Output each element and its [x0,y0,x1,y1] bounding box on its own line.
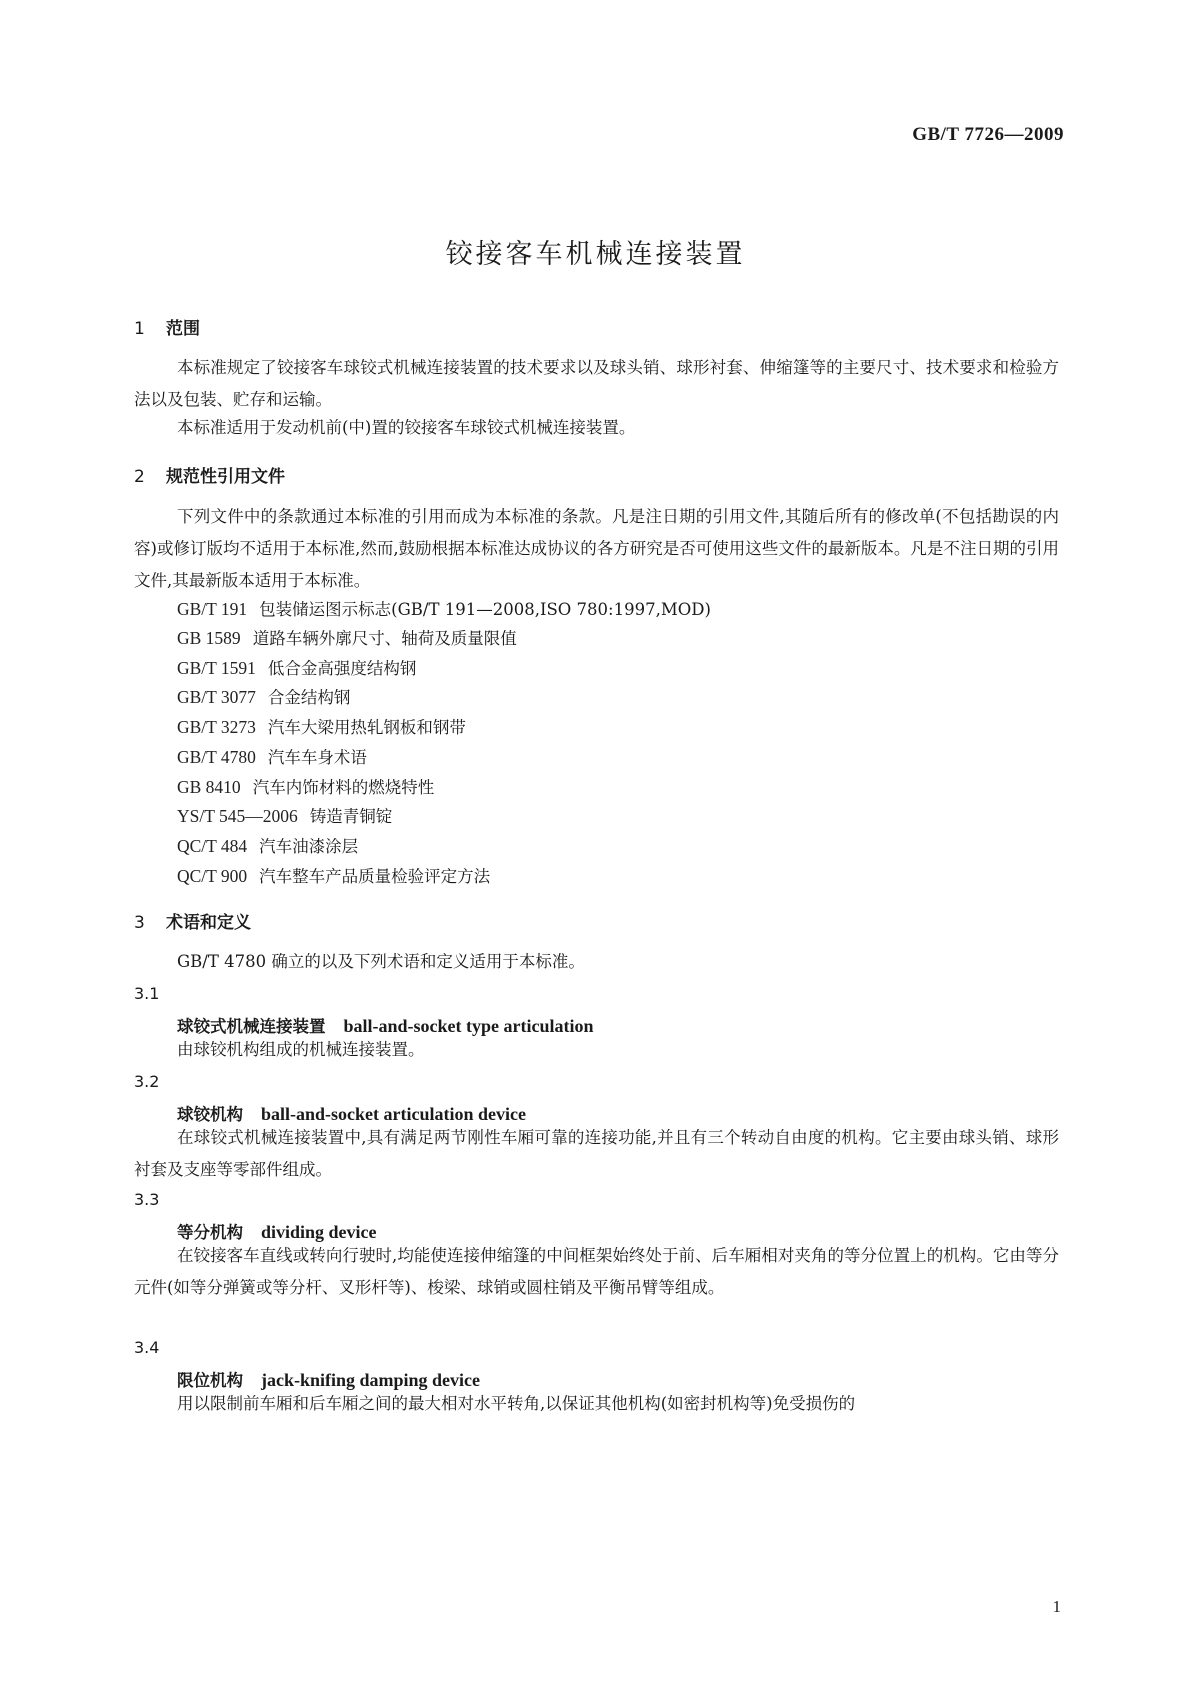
section-number: 1 [134,319,145,339]
reference-code: GB 1589 [177,628,241,648]
reference-title: 铸造青铜锭 [309,807,393,826]
term-definition: 在铰接客车直线或转向行驶时,均能使连接伸缩篷的中间框架始终处于前、后车厢相对夹角的等分位置上的机构。它由等分元件(如等分弹簧或等分杆、叉形杆等)、梭梁、球销或圆柱销及平衡吊臂等组成。 [134,1246,1059,1297]
term-english: jack-knifing damping device [261,1370,481,1390]
term-chinese: 球铰式机械连接装置 [177,1017,326,1036]
term-number: 3.3 [134,1190,160,1209]
reference-code: GB/T 3273 [177,717,256,737]
terms-intro-paragraph: GB/T 4780 确立的以及下列术语和定义适用于本标准。 [177,952,585,971]
term-chinese: 限位机构 [177,1371,243,1390]
standard-number: GB/T 7726—2009 [912,124,1064,145]
reference-item [177,625,517,649]
reference-code: GB/T 1591 [177,658,256,678]
section-heading-terms-definitions [134,908,251,933]
section-number: 3 [134,913,145,933]
term-definition: 在球铰式机械连接装置中,具有满足两节刚性车厢可靠的连接功能,并且有三个转动自由度的机构。它主要由球头销、球形衬套及支座等零部件组成。 [134,1128,1059,1179]
section-heading-normative-references [134,462,285,487]
reference-code: GB/T 4780 [177,747,256,767]
scope-paragraph-1: 本标准规定了铰接客车球铰式机械连接装置的技术要求以及球头销、球形衬套、伸缩篷等的主要尺寸、技术要求和检验方法以及包装、贮存和运输。 [134,358,1059,409]
reference-code: YS/T 545—2006 [177,806,298,826]
reference-code: GB/T 191 [177,599,248,619]
reference-title: 汽车油漆涂层 [259,837,359,856]
reference-item [177,863,490,887]
reference-title: 合金结构钢 [267,688,351,707]
term-number: 3.2 [134,1072,160,1091]
reference-title: 汽车整车产品质量检验评定方法 [259,867,491,886]
reference-title: 汽车内饰材料的燃烧特性 [252,778,435,797]
reference-code: QC/T 900 [177,866,248,886]
term-chinese: 等分机构 [177,1223,243,1242]
reference-code: QC/T 484 [177,836,248,856]
reference-item [177,714,466,738]
reference-item [177,833,358,857]
reference-title: 汽车大梁用热轧钢板和钢带 [267,718,466,737]
reference-title: 低合金高强度结构钢 [267,659,417,678]
section-title: 术语和定义 [166,913,251,933]
section-title: 范围 [166,319,200,339]
section-title: 规范性引用文件 [166,467,285,487]
section-number: 2 [134,467,145,487]
term-definition: 由球铰机构组成的机械连接装置。 [177,1040,425,1059]
term-english: dividing device [261,1222,377,1242]
term-number: 3.1 [134,984,160,1003]
reference-title: 包装储运图示标志(GB/T 191—2008,ISO 780:1997,MOD) [259,600,711,619]
reference-title: 道路车辆外廓尺寸、轴荷及质量限值 [252,629,517,648]
term-number: 3.4 [134,1338,160,1357]
reference-code: GB 8410 [177,777,241,797]
reference-code: GB/T 3077 [177,687,256,707]
scope-paragraph-2: 本标准适用于发动机前(中)置的铰接客车球铰式机械连接装置。 [177,418,636,437]
term-english: ball-and-socket articulation device [261,1104,526,1124]
reference-item [177,803,392,827]
reference-item [177,655,416,679]
reference-item [177,684,350,708]
term-chinese: 球铰机构 [177,1105,243,1124]
reference-title: 汽车车身术语 [267,748,367,767]
references-intro-paragraph: 下列文件中的条款通过本标准的引用而成为本标准的条款。凡是注日期的引用文件,其随后所有的修改单(不包括勘误的内容)或修订版均不适用于本标准,然而,鼓励根据本标准达成协议的各方研究是否可使用这些文件的最新版本。凡是不注日期的引用文件,其最新版本适用于本标准。 [134,507,1059,590]
reference-item [177,774,434,798]
reference-item [177,596,711,620]
section-heading-scope [134,314,200,339]
term-english: ball-and-socket type articulation [343,1016,594,1036]
reference-item [177,744,367,768]
document-title: 铰接客车机械连接装置 [445,239,746,270]
term-definition: 用以限制前车厢和后车厢之间的最大相对水平转角,以保证其他机构(如密封机构等)免受损伤的 [177,1394,856,1413]
page-number: 1 [1052,1597,1061,1616]
